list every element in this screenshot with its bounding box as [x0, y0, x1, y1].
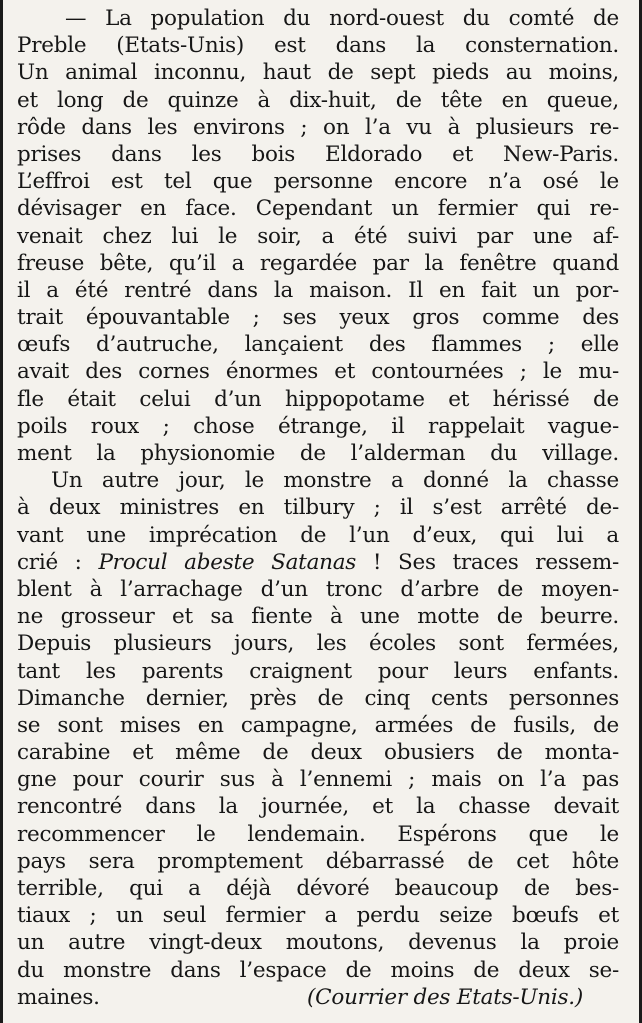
article-closing-line [17, 984, 619, 1011]
article-line: à deux ministres en tilbury ; il s’est arrêté de- [17, 495, 619, 521]
article-line: il a été rentré dans la maison. Il en fait un por- [17, 277, 619, 303]
article-line: se sont mises en campagne, armées de fusils, de [17, 712, 619, 738]
article-line: Dimanche dernier, près de cinq cents personnes [17, 685, 619, 711]
article-line: carabine et même de deux obusiers de monta- [17, 740, 619, 766]
article-line: Un animal inconnu, haut de sept pieds au moins, [17, 60, 619, 86]
article-column [17, 5, 619, 1011]
article-line: Un autre jour, le monstre a donné la chasse [51, 468, 619, 494]
article-line: trait épouvantable ; ses yeux gros comme des [17, 305, 619, 331]
article-line: Preble (Etats-Unis) est dans la consternation. [17, 33, 619, 59]
article-line: recommencer le lendemain. Espérons que le [17, 821, 619, 847]
article-text-fragment: crié : [17, 549, 82, 575]
article-line: prises dans les bois Eldorado et New-Paris. [17, 141, 619, 167]
article-line: ment la physionomie de l’alderman du village. [17, 441, 619, 466]
article-line: rencontré dans la journée, et la chasse devait [17, 794, 619, 820]
article-line: œufs d’autruche, lançaient des flammes ; elle [17, 332, 619, 358]
article-line: terrible, qui a déjà dévoré beaucoup de bes- [17, 876, 619, 901]
article-line: blent à l’arrachage d’un tronc d’arbre de moyen- [17, 576, 619, 602]
article-line: tant les parents craignent pour leurs enfants. [17, 658, 619, 684]
article-line: fle était celui d’un hippopotame et hérissé de [17, 386, 619, 412]
article-line: freuse bête, qu’il a regardée par la fenêtre quand [17, 250, 619, 276]
article-line: rôde dans les environs ; on l’a vu à plusieurs re- [17, 114, 619, 140]
article-line: Depuis plusieurs jours, les écoles sont fermées, [17, 631, 619, 657]
article-line: vant une imprécation de l’un d’eux, qui lui a [17, 522, 619, 548]
article-line: pays sera promptement débarrassé de cet hôte [17, 848, 619, 874]
article-line-latin-quote [17, 549, 619, 576]
article-line: — La population du nord-ouest du comté de [65, 6, 619, 31]
article-line: L’effroi est tel que personne encore n’a osé le [17, 169, 619, 195]
article-line: un autre vingt-deux moutons, devenus la proie [17, 930, 619, 956]
article-source: (Courrier des Etats-Unis.) [307, 984, 583, 1010]
article-final-word: maines. [17, 984, 100, 1010]
article-line: et long de quinze à dix-huit, de tête en queue, [17, 87, 619, 113]
article-line: du monstre dans l’espace de moins de deux se- [17, 957, 619, 983]
article-line: avait des cornes énormes et contournées ; le mu- [17, 359, 619, 385]
article-line: venait chez lui le soir, a été suivi par une af- [17, 223, 619, 249]
article-line: dévisager en face. Cependant un fermier qui re- [17, 196, 619, 222]
article-line: tiaux ; un seul fermier a perdu seize bœufs et [17, 903, 619, 929]
article-text-fragment: ! Ses traces ressem- [372, 549, 619, 575]
article-line: ne grosseur et sa fiente à une motte de beurre. [17, 604, 619, 630]
latin-phrase: Procul abeste Satanas [98, 549, 357, 575]
article-line: poils roux ; chose étrange, il rappelait vague- [17, 413, 619, 439]
article-line: gne pour courir sus à l’ennemi ; mais on l’a pas [17, 767, 619, 793]
